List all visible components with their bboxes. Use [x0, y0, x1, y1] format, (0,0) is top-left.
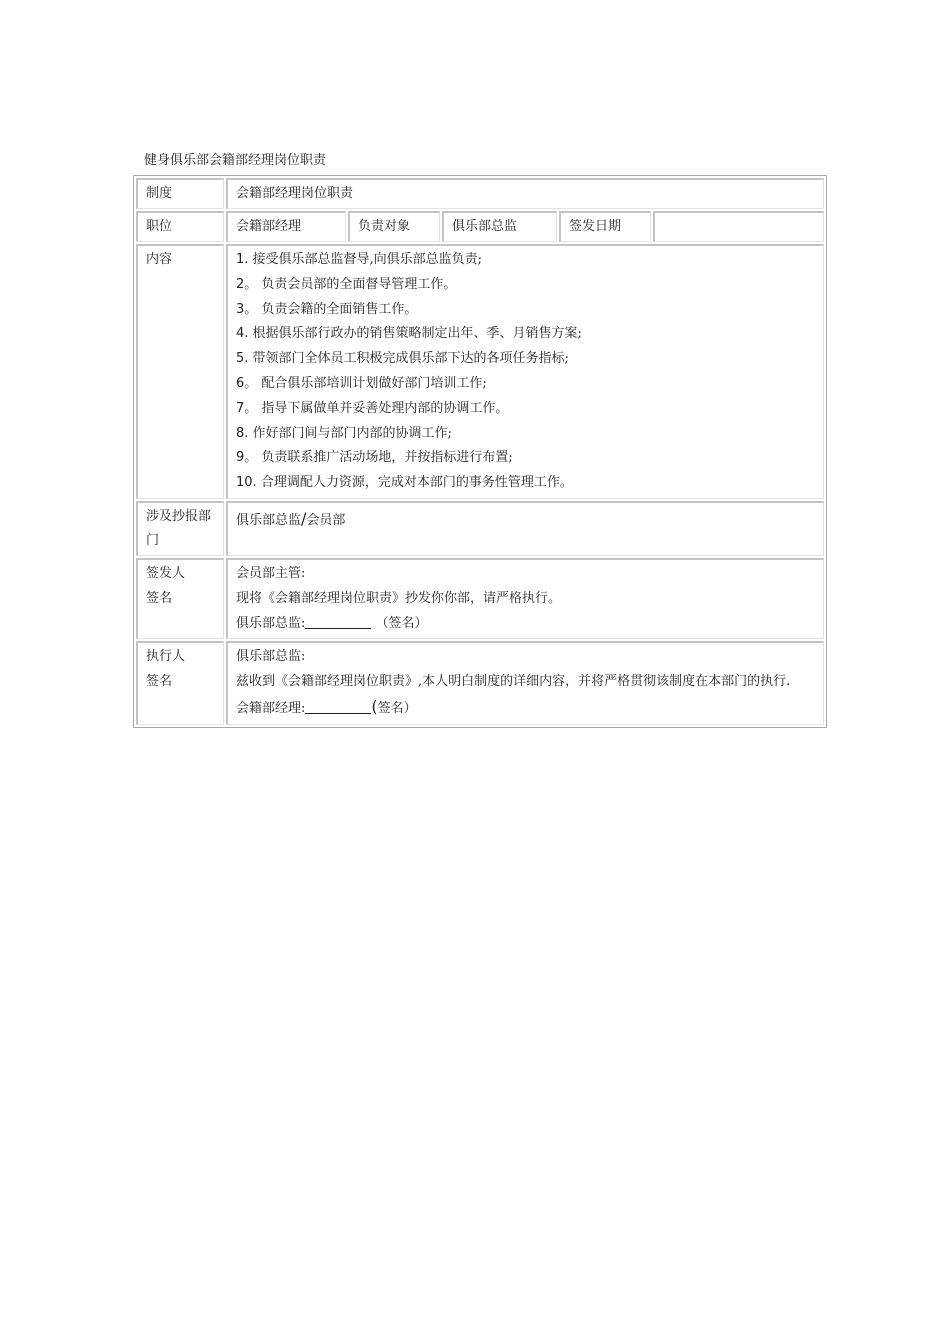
value-position: 会籍部经理	[226, 211, 346, 242]
signature-blank[interactable]	[305, 614, 371, 629]
row-executor	[136, 641, 824, 724]
list-item: 10. 合理调配人力资源，完成对本部门的事务性管理工作。	[236, 475, 573, 491]
content-list	[226, 244, 824, 499]
issuer-signature-line: 俱乐部总监: （签名）	[236, 615, 428, 631]
label-content: 内容	[136, 244, 224, 499]
job-description-table	[133, 175, 827, 728]
list-item: 3。 负责会籍的全面销售工作。	[236, 301, 418, 317]
list-item: 9。 负责联系推广活动场地，并按指标进行布置;	[236, 450, 513, 466]
label-executor: 执行人 签名	[136, 641, 224, 724]
value-issuer: 会员部主管: 现将《会籍部经理岗位职责》抄发你你部，请严格执行。 俱乐部总监: （签名）	[226, 558, 824, 639]
label-system: 制度	[136, 178, 224, 209]
signature-blank[interactable]	[305, 699, 371, 714]
list-item: 5. 带领部门全体员工积极完成俱乐部下达的各项任务指标;	[236, 351, 569, 367]
row-system	[136, 178, 824, 209]
executor-signature-line: 会籍部经理: (签名）	[236, 696, 417, 716]
document-title: 健身俱乐部会籍部经理岗位职责	[144, 153, 327, 168]
row-cc-departments	[136, 501, 824, 556]
list-item: 2。 负责会员部的全面督导管理工作。	[236, 276, 457, 292]
label-position: 职位	[136, 211, 224, 242]
row-issuer	[136, 558, 824, 639]
row-content	[136, 244, 824, 499]
label-report-to: 负责对象	[348, 211, 440, 242]
value-report-to: 俱乐部总监	[442, 211, 557, 242]
label-issuer: 签发人 签名	[136, 558, 224, 639]
list-item: 1. 接受俱乐部总监督导,向俱乐部总监负责;	[236, 252, 483, 267]
row-position	[136, 211, 824, 242]
value-executor: 俱乐部总监: 兹收到《会籍部经理岗位职责》,本人明白制度的详细内容，并将严格贯彻该制度在本部门的执行. 会籍部经理: (签名）	[226, 641, 824, 724]
list-item: 6。 配合俱乐部培训计划做好部门培训工作;	[236, 375, 487, 391]
list-item: 8. 作好部门间与部门内部的协调工作;	[236, 425, 452, 441]
value-system: 会籍部经理岗位职责	[226, 178, 824, 209]
label-cc-departments: 涉及抄报部门	[136, 501, 224, 556]
value-cc-departments: 俱乐部总监/会员部	[226, 501, 824, 556]
label-issue-date: 签发日期	[559, 211, 651, 242]
value-issue-date	[653, 211, 824, 242]
list-item: 4. 根据俱乐部行政办的销售策略制定出年、季、月销售方案;	[236, 326, 582, 342]
list-item: 7。 指导下属做单并妥善处理内部的协调工作。	[236, 400, 509, 416]
